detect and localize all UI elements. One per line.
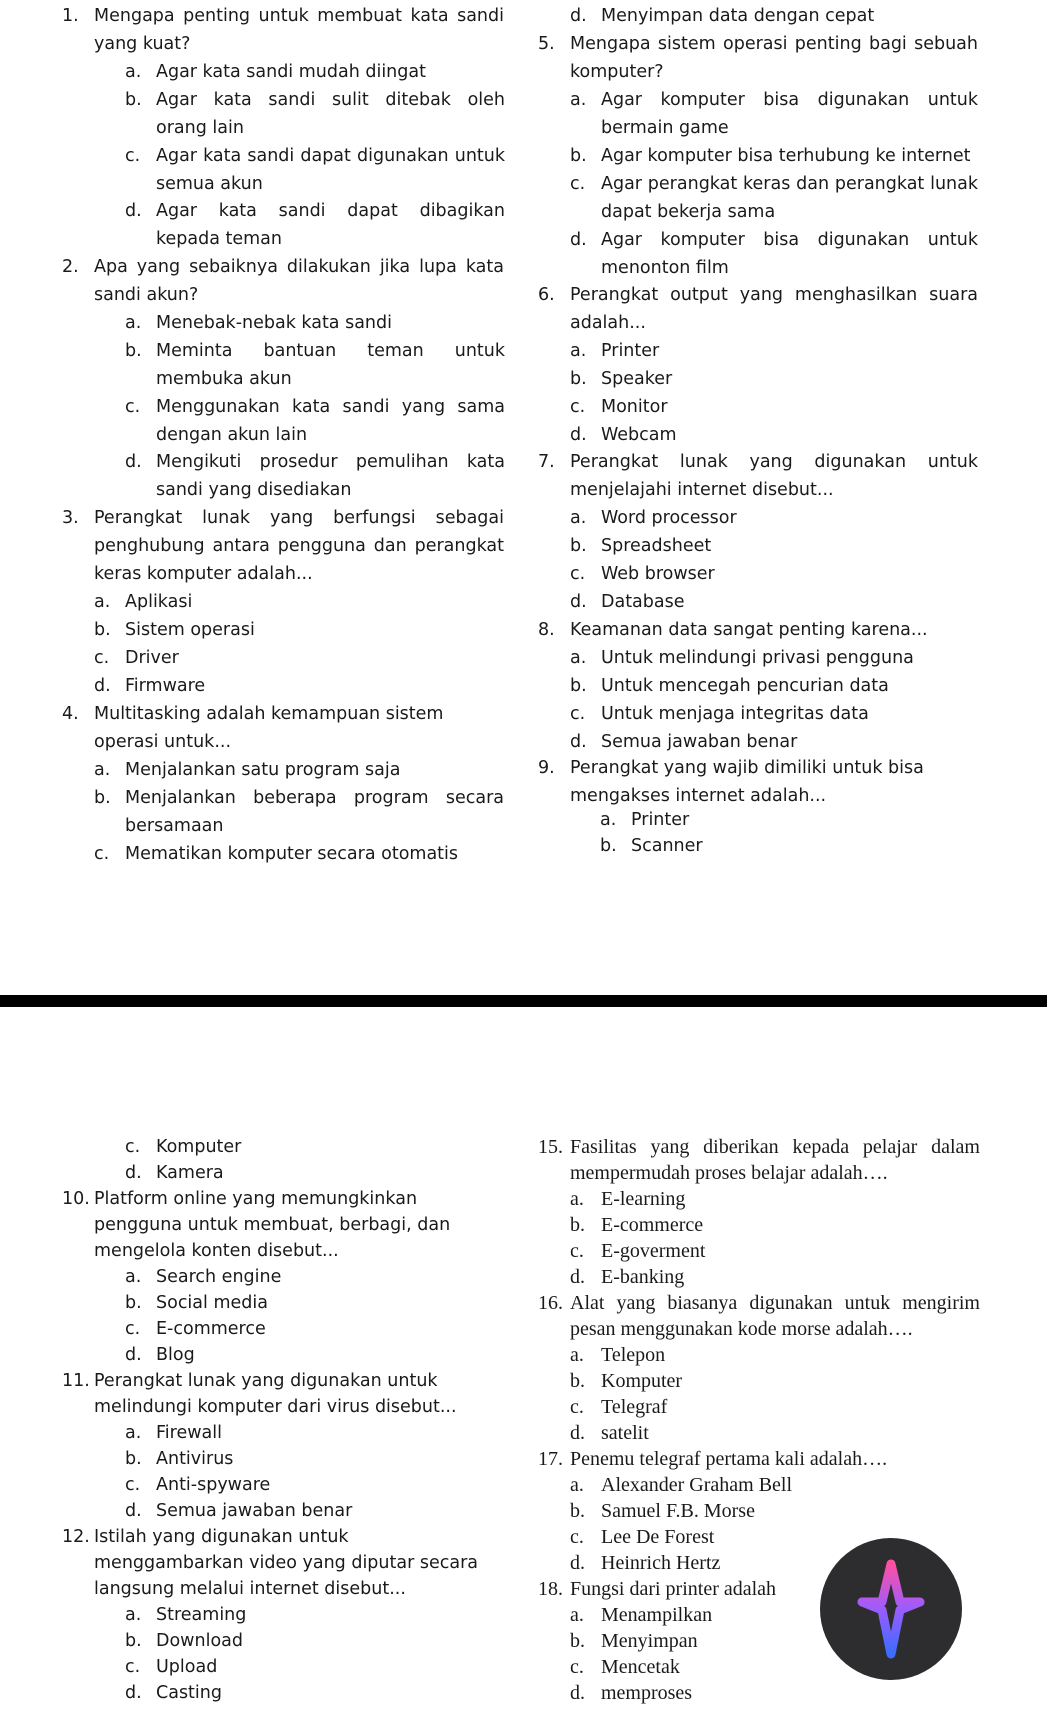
option-c [570, 393, 978, 421]
option-a [570, 337, 978, 365]
option-letter: b. [570, 369, 587, 389]
option-letter: d. [125, 1501, 142, 1521]
question-stem: Perangkat lunak yang berfungsi sebagai penghubung antara pengguna dan perangkat keras komputer adalah... [94, 508, 504, 584]
option-d [570, 2, 978, 30]
option-letter: c. [125, 1475, 141, 1495]
option-letter: b. [570, 1214, 585, 1236]
question-stem: Alat yang biasanya digunakan untuk mengirim pesan menggunakan kode morse adalah…. [570, 1292, 980, 1340]
option-letter: b. [94, 788, 111, 808]
option-a [125, 58, 505, 86]
option-letter: d. [125, 1163, 142, 1183]
option-b [94, 616, 504, 644]
option-letter: c. [125, 1137, 141, 1157]
option-a [570, 504, 978, 532]
option-letter: d. [570, 230, 587, 250]
question-number: 5. [538, 34, 555, 54]
option-letter: a. [570, 1188, 584, 1210]
option-b [570, 1368, 970, 1394]
option-text: Lee De Forest [601, 1526, 715, 1548]
option-b [125, 1628, 495, 1654]
option-a [600, 806, 978, 834]
option-text: Mengikuti prosedur pemulihan kata sandi yang disediakan [156, 452, 505, 500]
option-letter: b. [94, 620, 111, 640]
option-text: E-learning [601, 1188, 686, 1210]
option-text: satelit [601, 1422, 649, 1444]
option-a [570, 1472, 970, 1498]
option-c [125, 1654, 495, 1680]
option-text: E-commerce [156, 1319, 266, 1339]
option-letter: a. [570, 1344, 584, 1366]
option-letter: c. [570, 174, 586, 194]
option-letter: c. [570, 564, 586, 584]
question-number: 6. [538, 285, 555, 305]
option-text: Menggunakan kata sandi yang sama dengan akun lain [156, 397, 505, 445]
option-c [94, 840, 504, 868]
option-b [570, 672, 978, 700]
sparkle-star-icon [820, 1538, 962, 1680]
question-number: 7. [538, 452, 555, 472]
question-11 [62, 1368, 502, 1420]
option-b [125, 86, 505, 142]
option-text: Printer [631, 810, 690, 830]
option-b [125, 337, 505, 393]
question-number: 15. [538, 1136, 563, 1158]
option-text: Mencetak [601, 1656, 680, 1678]
question-stem: Penemu telegraf pertama kali adalah…. [570, 1448, 888, 1470]
option-letter: d. [125, 201, 142, 221]
option-text: Agar perangkat keras dan perangkat lunak dapat bekerja sama [601, 174, 978, 222]
question-number: 1. [62, 6, 79, 26]
option-letter: a. [570, 508, 587, 528]
option-text: Antivirus [156, 1449, 234, 1469]
option-letter: c. [570, 1396, 584, 1418]
option-text: Untuk melindungi privasi pengguna [601, 648, 914, 668]
option-b [570, 1212, 970, 1238]
option-text: Driver [125, 648, 179, 668]
option-letter: d. [570, 1422, 585, 1444]
option-a [570, 1342, 970, 1368]
option-letter: a. [125, 1605, 142, 1625]
option-letter: c. [570, 1240, 584, 1262]
option-b [570, 1498, 970, 1524]
option-letter: b. [570, 146, 587, 166]
option-text: Anti-spyware [156, 1475, 271, 1495]
option-text: Agar kata sandi mudah diingat [156, 62, 426, 82]
option-text: Komputer [156, 1137, 242, 1157]
option-letter: b. [570, 1630, 585, 1652]
option-text: Web browser [601, 564, 715, 584]
question-number: 12. [62, 1527, 90, 1547]
option-a [570, 644, 978, 672]
option-text: Agar kata sandi dapat dibagikan kepada teman [156, 201, 505, 249]
option-a [570, 86, 978, 142]
question-4 [62, 700, 504, 756]
option-letter: a. [570, 648, 587, 668]
question-number: 18. [538, 1578, 563, 1600]
option-letter: d. [125, 452, 142, 472]
question-stem: Multitasking adalah kemampuan sistem operasi untuk... [94, 704, 444, 752]
question-3 [62, 504, 504, 588]
question-number: 9. [538, 758, 555, 778]
option-letter: b. [570, 536, 587, 556]
option-text: Blog [156, 1345, 195, 1365]
option-letter: d. [125, 1345, 142, 1365]
option-text: Download [156, 1631, 243, 1651]
question-17 [538, 1446, 980, 1472]
option-text: Database [601, 592, 685, 612]
option-text: Samuel F.B. Morse [601, 1500, 755, 1522]
option-letter: c. [570, 1656, 584, 1678]
option-text: Social media [156, 1293, 268, 1313]
option-letter: c. [570, 1526, 584, 1548]
option-letter: a. [570, 1474, 584, 1496]
option-b [570, 532, 978, 560]
option-c [570, 560, 978, 588]
question-1 [62, 2, 504, 58]
option-letter: c. [94, 844, 110, 864]
option-b [570, 142, 978, 170]
option-d [94, 672, 504, 700]
question-stem: Mengapa sistem operasi penting bagi sebuah komputer? [570, 34, 978, 82]
option-letter: a. [125, 313, 142, 333]
option-letter: d. [570, 1682, 585, 1704]
question-10 [62, 1186, 502, 1264]
option-d [570, 226, 978, 282]
option-text: Telegraf [601, 1396, 668, 1418]
option-b [570, 365, 978, 393]
option-text: Agar komputer bisa digunakan untuk bermain game [601, 90, 978, 138]
option-letter: c. [125, 1657, 141, 1677]
option-text: Telepon [601, 1344, 666, 1366]
option-text: E-commerce [601, 1214, 704, 1236]
option-c [125, 1472, 495, 1498]
option-letter: b. [570, 676, 587, 696]
option-text: Upload [156, 1657, 218, 1677]
option-letter: c. [125, 397, 141, 417]
option-letter: d. [570, 1266, 585, 1288]
option-c [125, 393, 505, 449]
question-9 [538, 754, 978, 810]
option-text: Menampilkan [601, 1604, 713, 1626]
option-letter: a. [94, 592, 111, 612]
option-letter: b. [570, 1500, 585, 1522]
option-c [125, 142, 505, 198]
option-d [570, 728, 978, 756]
option-text: Menjalankan satu program saja [125, 760, 401, 780]
question-stem: Istilah yang digunakan untuk menggambarkan video yang diputar secara langsung melalui internet disebut... [94, 1527, 478, 1599]
option-d [570, 1420, 970, 1446]
question-12 [62, 1524, 502, 1602]
question-stem: Keamanan data sangat penting karena... [570, 620, 928, 640]
option-text: Firmware [125, 676, 206, 696]
option-text: Word processor [601, 508, 737, 528]
option-d [125, 1680, 495, 1706]
option-text: Kamera [156, 1163, 224, 1183]
question-15 [538, 1134, 980, 1186]
option-text: Alexander Graham Bell [601, 1474, 793, 1496]
question-5 [538, 30, 978, 86]
question-stem: Apa yang sebaiknya dilakukan jika lupa kata sandi akun? [94, 257, 504, 305]
option-a [94, 756, 504, 784]
question-number: 11. [62, 1371, 90, 1391]
question-2 [62, 253, 504, 309]
option-text: Speaker [601, 369, 673, 389]
option-c [125, 1134, 495, 1160]
option-d [125, 1498, 495, 1524]
option-a [125, 1264, 495, 1290]
option-text: Sistem operasi [125, 620, 255, 640]
option-text: Heinrich Hertz [601, 1552, 721, 1574]
option-text: E-banking [601, 1266, 685, 1288]
option-letter: b. [125, 90, 142, 110]
option-text: Scanner [631, 836, 703, 856]
question-7 [538, 448, 978, 504]
option-text: Webcam [601, 425, 677, 445]
question-stem: Platform online yang memungkinkan pengguna untuk membuat, berbagi, dan mengelola konten disebut... [94, 1189, 451, 1261]
question-number: 8. [538, 620, 555, 640]
option-c [570, 170, 978, 226]
option-a [125, 309, 505, 337]
option-c [570, 1238, 970, 1264]
option-c [570, 700, 978, 728]
option-letter: a. [570, 90, 587, 110]
option-text: Firewall [156, 1423, 222, 1443]
question-stem: Perangkat lunak yang digunakan untuk melindungi komputer dari virus disebut... [94, 1371, 457, 1417]
option-text: Agar komputer bisa digunakan untuk menonton film [601, 230, 978, 278]
option-d [125, 197, 505, 253]
option-letter: a. [570, 341, 587, 361]
option-letter: a. [570, 1604, 584, 1626]
question-number: 3. [62, 508, 79, 528]
option-d [570, 588, 978, 616]
option-d [125, 1160, 495, 1186]
option-text: Agar komputer bisa terhubung ke internet [601, 146, 971, 166]
option-letter: c. [570, 704, 586, 724]
option-d [125, 1342, 495, 1368]
option-c [94, 644, 504, 672]
option-letter: d. [94, 676, 111, 696]
option-text: Menyimpan [601, 1630, 698, 1652]
option-a [125, 1602, 495, 1628]
option-letter: a. [125, 62, 142, 82]
option-text: Monitor [601, 397, 668, 417]
option-a [125, 1420, 495, 1446]
option-letter: d. [570, 6, 587, 26]
option-letter: a. [125, 1267, 142, 1287]
option-letter: d. [570, 1552, 585, 1574]
option-text: Untuk menjaga integritas data [601, 704, 869, 724]
option-b [600, 832, 978, 860]
option-text: Printer [601, 341, 660, 361]
option-letter: a. [600, 810, 617, 830]
option-letter: a. [94, 760, 111, 780]
option-letter: c. [570, 397, 586, 417]
option-d [570, 1680, 970, 1706]
option-letter: c. [125, 1319, 141, 1339]
question-stem: Fasilitas yang diberikan kepada pelajar dalam mempermudah proses belajar adalah…. [570, 1136, 980, 1184]
option-text: E-goverment [601, 1240, 706, 1262]
option-letter: d. [570, 425, 587, 445]
option-c [125, 1316, 495, 1342]
option-text: Untuk mencegah pencurian data [601, 676, 889, 696]
option-letter: d. [570, 592, 587, 612]
option-text: Komputer [601, 1370, 683, 1392]
option-letter: b. [600, 836, 617, 856]
app-logo-badge[interactable] [820, 1538, 962, 1680]
option-text: memproses [601, 1682, 693, 1704]
option-text: Mematikan komputer secara otomatis [125, 844, 459, 864]
option-text: Search engine [156, 1267, 282, 1287]
option-letter: b. [125, 1449, 142, 1469]
option-text: Menyimpan data dengan cepat [601, 6, 875, 26]
question-stem: Perangkat output yang menghasilkan suara adalah... [570, 285, 978, 333]
option-text: Semua jawaban benar [156, 1501, 353, 1521]
option-text: Agar kata sandi sulit ditebak oleh orang lain [156, 90, 505, 138]
option-text: Agar kata sandi dapat digunakan untuk semua akun [156, 146, 505, 194]
option-a [94, 588, 504, 616]
option-d [125, 448, 505, 504]
question-stem: Perangkat lunak yang digunakan untuk menjelajahi internet disebut... [570, 452, 978, 500]
question-stem: Perangkat yang wajib dimiliki untuk bisa mengakses internet adalah... [570, 758, 924, 806]
option-b [125, 1446, 495, 1472]
option-letter: d. [125, 1683, 142, 1703]
question-number: 17. [538, 1448, 563, 1470]
option-text: Menjalankan beberapa program secara bersamaan [125, 788, 504, 836]
page-divider [0, 995, 1047, 1007]
option-text: Menebak-nebak kata sandi [156, 313, 392, 333]
option-text: Spreadsheet [601, 536, 712, 556]
option-letter: b. [125, 341, 142, 361]
option-text: Streaming [156, 1605, 247, 1625]
question-number: 16. [538, 1292, 563, 1314]
question-16 [538, 1290, 980, 1342]
question-number: 10. [62, 1189, 90, 1209]
option-c [570, 1394, 970, 1420]
option-letter: b. [570, 1370, 585, 1392]
option-text: Meminta bantuan teman untuk membuka akun [156, 341, 505, 389]
option-text: Semua jawaban benar [601, 732, 798, 752]
option-d [570, 1264, 970, 1290]
question-number: 4. [62, 704, 79, 724]
option-letter: a. [125, 1423, 142, 1443]
question-stem: Fungsi dari printer adalah [570, 1578, 777, 1600]
option-letter: b. [125, 1293, 142, 1313]
option-d [570, 421, 978, 449]
question-8 [538, 616, 978, 644]
option-b [125, 1290, 495, 1316]
option-a [570, 1186, 970, 1212]
option-letter: c. [125, 146, 141, 166]
question-6 [538, 281, 978, 337]
option-text: Casting [156, 1683, 222, 1703]
option-letter: c. [94, 648, 110, 668]
option-text: Aplikasi [125, 592, 193, 612]
option-b [94, 784, 504, 840]
option-letter: b. [125, 1631, 142, 1651]
option-letter: d. [570, 732, 587, 752]
question-number: 2. [62, 257, 79, 277]
question-stem: Mengapa penting untuk membuat kata sandi yang kuat? [94, 6, 504, 54]
